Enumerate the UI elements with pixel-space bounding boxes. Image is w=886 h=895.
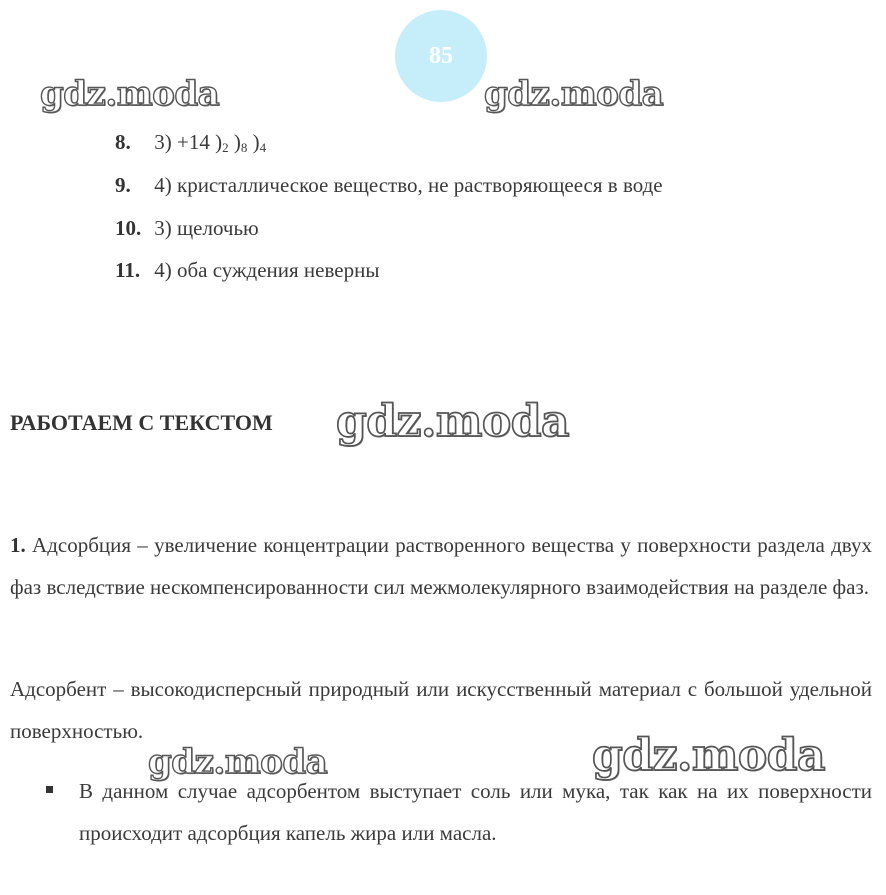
paragraph-text: Адсорбция – увеличение концентрации растворенного вещества у поверхности раздела двух фаз вследствие нескомпенсированности сил межмолекулярного взаимодействия на разделе фаз. [10, 533, 872, 599]
answer-item [115, 258, 379, 283]
watermark: gdz.moda [484, 74, 664, 114]
watermark: gdz.moda [148, 742, 328, 782]
watermark: gdz.moda [40, 74, 220, 114]
bullet-text: В данном случае адсорбентом выступает соль или мука, так как на их поверхности происходит адсорбция капель жира или масла. [79, 779, 872, 845]
answer-text-part: ) [247, 130, 260, 154]
answer-subscript: 4 [259, 140, 267, 155]
paragraph-adsorbent: Адсорбент – высокодисперсный природный или искусственный материал с большой удельной поверхностью. [10, 677, 872, 743]
answer-item [115, 216, 259, 241]
answer-text: 4) кристаллическое вещество, не растворяющееся в воде [154, 173, 663, 197]
paragraph-number: 1. [10, 533, 26, 557]
answer-number: 11. [115, 258, 141, 282]
answer-number: 10. [115, 216, 142, 240]
answer-text: 3) +14 ) [154, 130, 223, 154]
answer-number: 8. [115, 130, 131, 154]
answer-text-part: ) [228, 130, 241, 154]
section-heading: РАБОТАЕМ С ТЕКСТОМ [10, 410, 273, 435]
answer-subscript: 8 [240, 140, 248, 155]
page-number: 85 [429, 42, 453, 69]
answer-text: 4) оба суждения неверны [154, 258, 380, 282]
answer-item [115, 173, 663, 198]
watermark: gdz.moda [592, 730, 826, 781]
bullet-square-icon [46, 786, 53, 793]
answer-number: 9. [115, 173, 131, 197]
answer-text: 3) щелочью [154, 216, 259, 240]
watermark: gdz.moda [336, 396, 570, 447]
page-number-badge [395, 10, 487, 102]
paragraph-adsorption [10, 524, 872, 608]
answer-subscript: 2 [222, 140, 229, 155]
answer-item [115, 130, 266, 156]
